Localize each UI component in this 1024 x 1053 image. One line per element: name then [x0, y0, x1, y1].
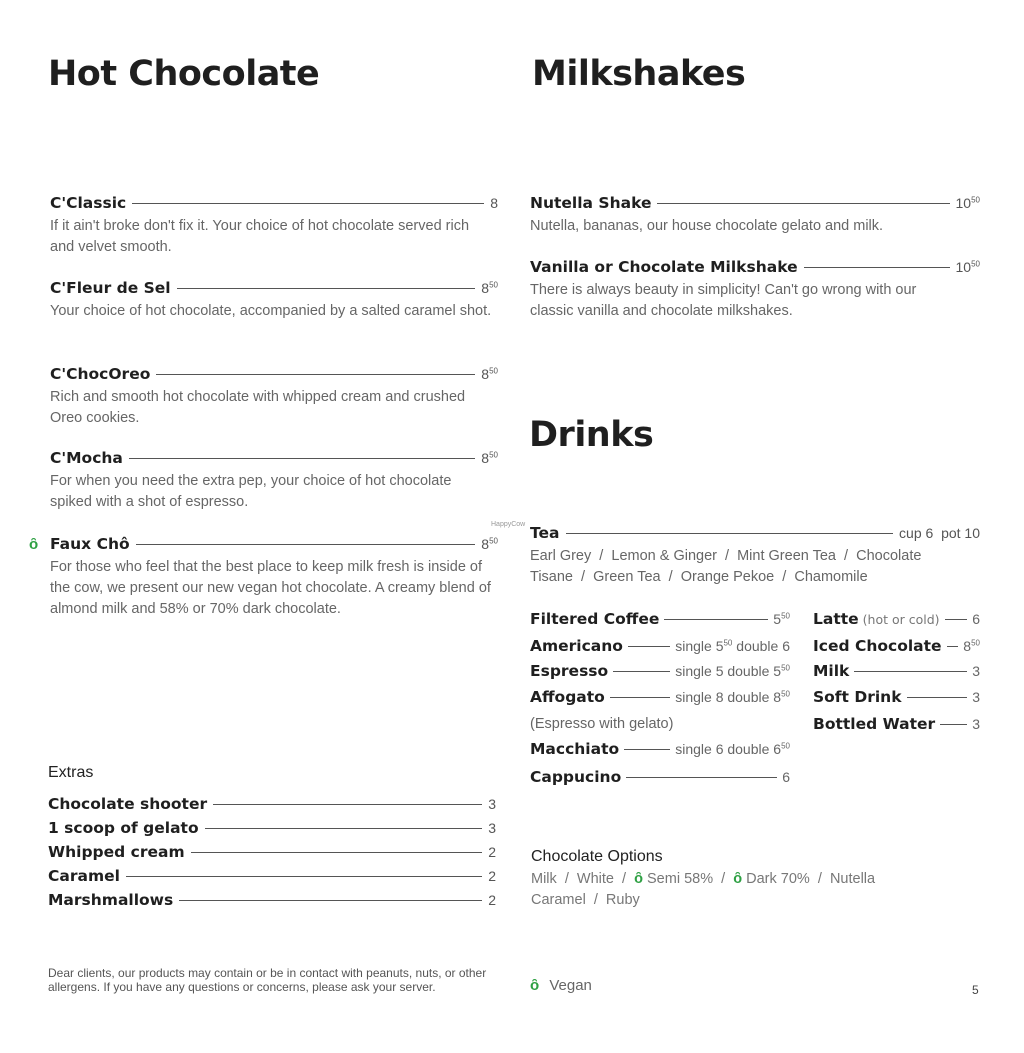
item-description: For when you need the extra pep, your choice of hot chocolate spiked with a shot of espresso.: [50, 473, 452, 510]
leader-line: [213, 804, 482, 805]
item-name: C'ChocOreo: [50, 365, 151, 383]
drink-name: Milk: [813, 662, 850, 680]
leader-line: [624, 749, 670, 750]
extras-list: [48, 795, 496, 915]
leader-line: [613, 671, 670, 672]
drink-price: 6: [782, 769, 790, 785]
item-description: Rich and smooth hot chocolate with whipped cream and crushed Oreo cookies.: [50, 389, 466, 426]
extras-item-name: Chocolate shooter: [48, 795, 208, 813]
extras-item-price: 3: [488, 796, 496, 812]
menu-item: [50, 194, 498, 258]
extras-item: [48, 843, 496, 867]
vegan-legend-label: Vegan: [549, 977, 592, 994]
vegan-icon: ȏ: [530, 977, 540, 994]
vegan-icon: ȏ: [29, 536, 39, 553]
extras-item-price: 3: [488, 820, 496, 836]
leader-line: [177, 288, 476, 289]
drink-item: [813, 610, 980, 632]
drink-item: [530, 610, 790, 632]
drink-item: [813, 715, 980, 737]
drink-price: single $5^{50}$ double 6: [675, 638, 790, 654]
item-name: Nutella Shake: [530, 194, 652, 212]
extras-item: [48, 867, 496, 891]
leader-line: [854, 671, 967, 672]
watermark: HappyCow: [491, 521, 526, 528]
item-description: If it ain't broke don't fix it. Your choice of hot chocolate served rich and velvet smooth.: [50, 218, 470, 255]
extras-item-name: Marshmallows: [48, 891, 174, 909]
drink-name: Latte (hot or cold): [813, 610, 940, 628]
drink-price: $8^{50}$: [963, 638, 980, 654]
extras-item-name: 1 scoop of gelato: [48, 819, 199, 837]
drink-price: single 6 double $6^{50}$: [675, 741, 790, 757]
menu-item: [50, 535, 498, 620]
extras-item-name: Caramel: [48, 867, 120, 885]
item-price: cup 6 pot 10: [899, 525, 980, 541]
menu-item: [50, 279, 498, 322]
allergen-notice: Dear clients, our products may contain or be in contact with peanuts, nuts, or other allergens. If you have any questions or concerns, please ask your server.: [48, 966, 487, 994]
chocolate-options-title: Chocolate Options: [531, 848, 663, 865]
leader-line: [626, 777, 777, 778]
drink-name: Espresso: [530, 662, 609, 680]
leader-line: [610, 697, 670, 698]
leader-line: [940, 724, 967, 725]
item-description: For those who feel that the best place to keep milk fresh is inside of the cow, we present our new vegan hot chocolate. A creamy blend of almond milk and 58% or 70% dark chocolate.: [50, 559, 491, 617]
tea-varieties: Earl Grey / Lemon & Ginger / Mint Green Tea / Chocolate Tisane / Green Tea / Orange Pekoe / Chamomile: [530, 548, 926, 585]
chocolate-options-line1: Milk / White / ȏ Semi 58% / ȏ Dark 70% / Nutella: [531, 871, 876, 887]
menu-item: [50, 449, 498, 513]
drinks-title: Drinks: [529, 415, 654, 455]
extras-item: [48, 795, 496, 819]
drink-item: [530, 768, 790, 790]
drink-name: Bottled Water: [813, 715, 936, 733]
drink-name: Iced Chocolate: [813, 637, 942, 655]
item-description: Nutella, bananas, our house chocolate gelato and milk.: [530, 218, 884, 234]
drink-name: Affogato: [530, 688, 605, 706]
drink-name: Cappucino: [530, 768, 622, 786]
drink-item: [530, 637, 790, 659]
item-price: $10^{50}$: [955, 259, 980, 275]
item-description: There is always beauty in simplicity! Can't go wrong with our classic vanilla and chocolate milkshakes.: [530, 282, 917, 319]
item-name: C'Mocha: [50, 449, 123, 467]
leader-line: [657, 203, 949, 204]
extras-item-price: 2: [488, 892, 496, 908]
affogato-note: (Espresso with gelato): [530, 716, 674, 732]
drink-item: [530, 688, 790, 710]
drink-price: 3: [972, 716, 980, 732]
vegan-legend: [530, 977, 592, 994]
drink-price: 6: [972, 611, 980, 627]
drink-price: single 8 double $8^{50}$: [675, 689, 790, 705]
drink-item: [530, 740, 790, 762]
drink-price: single 5 double $5^{50}$: [675, 663, 790, 679]
item-price: $8^{50}$: [481, 366, 498, 382]
chocolate-options-line2: Caramel / Ruby: [531, 892, 640, 908]
item-name: C'Fleur de Sel: [50, 279, 171, 297]
drink-name: Americano: [530, 637, 623, 655]
drink-price: 3: [972, 689, 980, 705]
drink-price: 3: [972, 663, 980, 679]
drink-item: [813, 688, 980, 710]
extras-item: [48, 819, 496, 843]
item-description: Your choice of hot chocolate, accompanied by a salted caramel shot.: [50, 303, 492, 319]
drink-item: [813, 662, 980, 684]
extras-item-name: Whipped cream: [48, 843, 185, 861]
drink-name: Filtered Coffee: [530, 610, 660, 628]
leader-line: [191, 852, 483, 853]
drink-item: [530, 662, 790, 684]
leader-line: [132, 203, 484, 204]
leader-line: [947, 646, 959, 647]
leader-line: [156, 374, 475, 375]
leader-line: [129, 458, 475, 459]
page-number: 5: [972, 983, 979, 997]
extras-item-price: 2: [488, 844, 496, 860]
extras-item: [48, 891, 496, 915]
item-price: $8^{50}$: [481, 450, 498, 466]
leader-line: [179, 900, 482, 901]
vegan-icon: ȏ: [634, 871, 643, 887]
item-price: $8^{50}$: [481, 280, 498, 296]
menu-item: [530, 258, 980, 322]
menu-item-tea: [530, 524, 980, 588]
milkshakes-title: Milkshakes: [532, 54, 746, 94]
leader-line: [945, 619, 968, 620]
item-name: Vanilla or Chocolate Milkshake: [530, 258, 798, 276]
vegan-icon: ȏ: [733, 871, 743, 887]
item-name: Faux Chô: [50, 535, 130, 553]
leader-line: [628, 646, 670, 647]
leader-line: [566, 533, 894, 534]
leader-line: [205, 828, 483, 829]
menu-item: [530, 194, 980, 237]
leader-line: [907, 697, 968, 698]
extras-title: Extras: [48, 764, 94, 781]
drink-name: Soft Drink: [813, 688, 902, 706]
item-name: Tea: [530, 524, 560, 542]
item-name: C'Classic: [50, 194, 127, 212]
item-price: $10^{50}$: [955, 195, 980, 211]
drink-item: [813, 637, 980, 659]
hot-chocolate-title: Hot Chocolate: [48, 54, 320, 94]
item-price: 8: [490, 195, 498, 211]
leader-line: [804, 267, 950, 268]
leader-line: [126, 876, 482, 877]
leader-line: [664, 619, 768, 620]
extras-item-price: 2: [488, 868, 496, 884]
menu-item: [50, 365, 498, 429]
leader-line: [136, 544, 476, 545]
drink-price: $5^{50}$: [773, 611, 790, 627]
drink-name: Macchiato: [530, 740, 620, 758]
item-price: $8^{50}$: [481, 536, 498, 552]
